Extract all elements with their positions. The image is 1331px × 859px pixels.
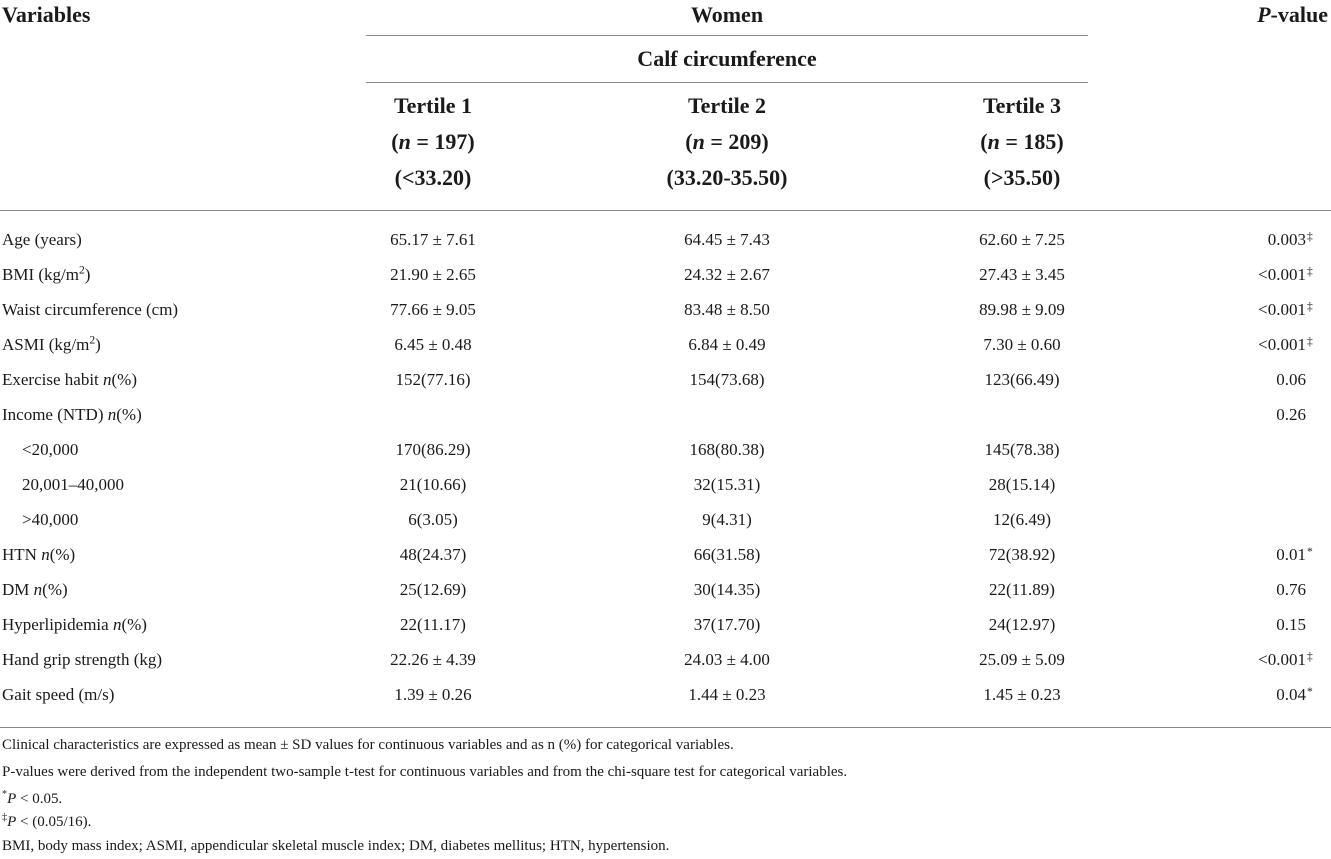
cell-t3: 62.60 ± 7.25 xyxy=(979,230,1065,249)
cell-t2: 83.48 ± 8.50 xyxy=(684,300,770,319)
cell-t3: 22(11.89) xyxy=(989,580,1055,599)
cell-t1: 22(11.17) xyxy=(400,615,466,634)
cell-pvalue: 0.06 xyxy=(1276,370,1306,389)
cell-t3: 25.09 ± 5.09 xyxy=(979,650,1065,669)
header-bottom-rule xyxy=(0,210,1331,211)
cell-t2: 6.84 ± 0.49 xyxy=(688,335,766,354)
cell-t2: 37(17.70) xyxy=(693,615,761,634)
cell-t3: 28(15.14) xyxy=(988,475,1056,494)
cell-pvalue: 0.003 ‡ xyxy=(1267,230,1313,249)
row-label: Waist circumference (cm) xyxy=(2,300,179,319)
cell-t1: 22.26 ± 4.39 xyxy=(390,650,476,669)
table-bottom-rule xyxy=(0,727,1331,728)
cell-t3: 7.30 ± 0.60 xyxy=(983,335,1061,354)
row-label: 20,001–40,000 xyxy=(22,475,124,494)
cell-t3: 72(38.92) xyxy=(988,545,1056,564)
cell-pvalue: <0.001 ‡ xyxy=(1258,650,1313,669)
cell-t3: 1.45 ± 0.23 xyxy=(983,685,1061,704)
cell-t1: 170(86.29) xyxy=(395,440,471,459)
cell-pvalue: <0.001 ‡ xyxy=(1258,265,1313,284)
cell-pvalue: 0.01 * xyxy=(1276,545,1313,564)
cell-pvalue: 0.76 xyxy=(1276,580,1306,599)
cell-t1: 48(24.37) xyxy=(399,545,467,564)
cell-t2: 24.32 ± 2.67 xyxy=(684,265,770,284)
subgroup-header: Calf circumference xyxy=(637,46,817,71)
tertile-1-header: Tertile 1 (n = 197) (<33.20) xyxy=(391,93,475,190)
cell-pvalue: 0.15 xyxy=(1276,615,1306,634)
row-label: Gait speed (m/s) xyxy=(2,685,115,704)
cell-t3: 123(66.49) xyxy=(984,370,1060,389)
cell-t2: 1.44 ± 0.23 xyxy=(688,685,766,704)
cell-t2: 32(15.31) xyxy=(693,475,761,494)
footnote-4: ‡P < (0.05/16). xyxy=(2,812,92,830)
footnote-2: P-values were derived from the independent two-sample t-test for continuous variables and from the chi-square test for categorical variables. xyxy=(2,764,848,780)
cell-t1: 65.17 ± 7.61 xyxy=(390,230,476,249)
cell-t3: 24(12.97) xyxy=(988,615,1056,634)
footnote-1: Clinical characteristics are expressed as mean ± SD values for continuous variables and as n (%) for categorical variables. xyxy=(2,737,734,753)
cell-t1: 1.39 ± 0.26 xyxy=(394,685,472,704)
cell-t2: 64.45 ± 7.43 xyxy=(684,230,770,249)
cell-t1: 152(77.16) xyxy=(395,370,471,389)
row-label: DM n(%) xyxy=(2,580,68,599)
cell-t2: 168(80.38) xyxy=(689,440,765,459)
cell-t3: 12(6.49) xyxy=(992,510,1052,529)
row-label: Hyperlipidemia n(%) xyxy=(2,615,147,634)
row-label: >40,000 xyxy=(22,510,79,529)
row-label: Age (years) xyxy=(2,230,82,249)
cell-t1: 21.90 ± 2.65 xyxy=(390,265,476,284)
variables-header: Variables xyxy=(2,2,91,27)
cell-t1: 6.45 ± 0.48 xyxy=(394,335,472,354)
cell-t2: 30(14.35) xyxy=(693,580,761,599)
row-label: BMI $(kg/m^2)$ xyxy=(2,263,91,284)
tertile-3-header: Tertile 3 (n = 185) (>35.50) xyxy=(980,93,1064,190)
row-label: Hand grip strength (kg) xyxy=(2,650,163,669)
cell-t3: 89.98 ± 9.09 xyxy=(979,300,1065,319)
cell-t1: 6(3.05) xyxy=(408,510,458,529)
group-header: Women xyxy=(690,2,764,27)
cell-t1: 77.66 ± 9.05 xyxy=(390,300,476,319)
footnote-3: *P < 0.05. xyxy=(2,789,63,807)
cell-t2: 154(73.68) xyxy=(689,370,765,389)
row-label: <20,000 xyxy=(22,440,79,459)
cell-pvalue: <0.001 ‡ xyxy=(1258,300,1313,319)
cell-t1: 25(12.69) xyxy=(399,580,467,599)
cell-t1: 21(10.66) xyxy=(399,475,467,494)
row-label: Income (NTD) n(%) xyxy=(2,405,142,424)
row-label: HTN n(%) xyxy=(2,545,76,564)
cell-t2: 24.03 ± 4.00 xyxy=(684,650,770,669)
row-label: Exercise habit n(%) xyxy=(2,370,137,389)
row-label: ASMI $(kg/m^2)$ xyxy=(2,333,101,354)
tertile-2-header: Tertile 2 (n = 209) (33.20-35.50) xyxy=(666,93,788,190)
cell-pvalue: <0.001 ‡ xyxy=(1258,335,1313,354)
footnote-5: BMI, body mass index; ASMI, appendicular skeletal muscle index; DM, diabetes mellitus; HTN, hypertension. xyxy=(2,838,670,854)
group-rule xyxy=(366,35,1088,36)
cell-t2: 9(4.31) xyxy=(702,510,752,529)
cell-t2: 66(31.58) xyxy=(693,545,761,564)
cell-pvalue: 0.04 * xyxy=(1276,685,1313,704)
pvalue-header: P-value xyxy=(1257,2,1328,27)
cell-t3: 145(78.38) xyxy=(984,440,1060,459)
subgroup-rule xyxy=(366,82,1088,83)
cell-t3: 27.43 ± 3.45 xyxy=(979,265,1065,284)
cell-pvalue: 0.26 xyxy=(1276,405,1306,424)
